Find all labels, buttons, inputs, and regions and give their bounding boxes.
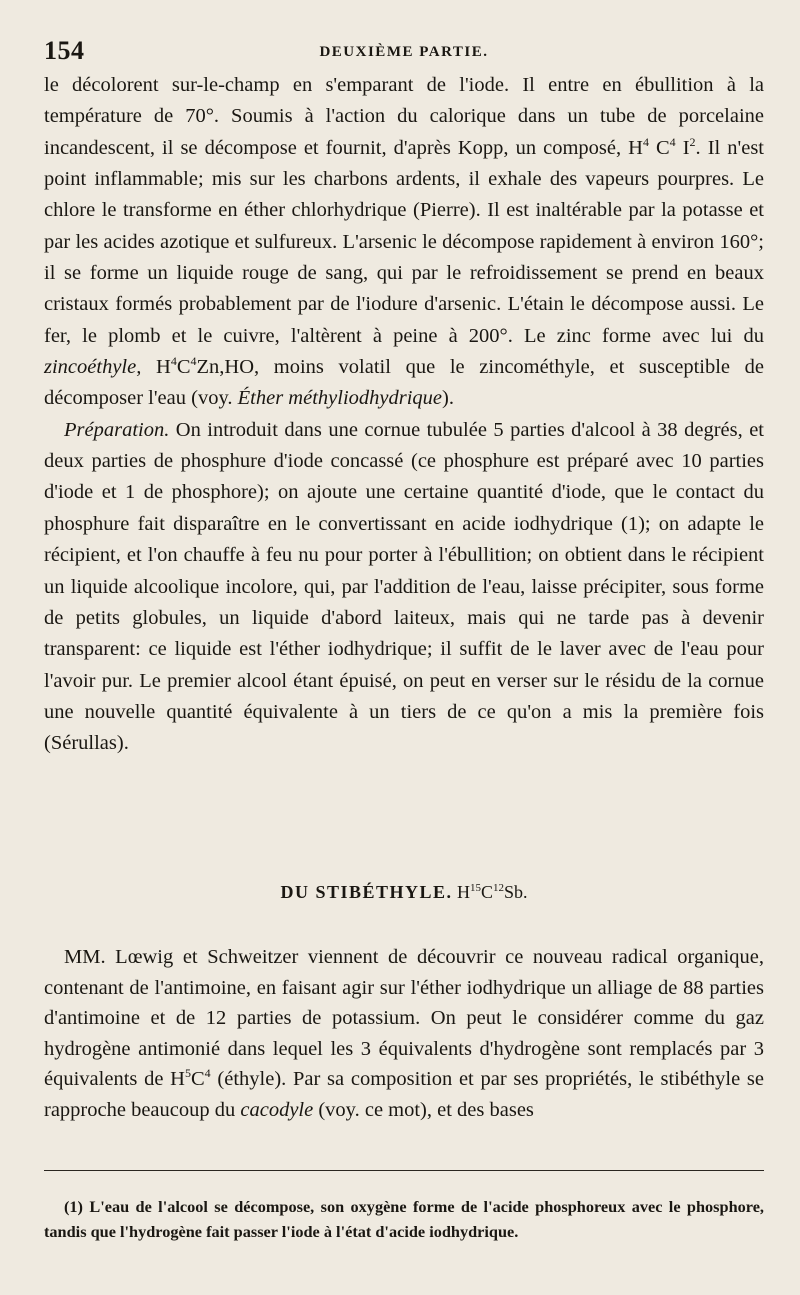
page-number: 154	[44, 36, 85, 65]
paragraph-stibethyle: MM. Lœwig et Schweitzer viennent de découvrir ce nouveau radical organique, contenant de l'antimoine, en faisant agir sur l'éther iodhydrique un alliage de 88 parties d'antimoine et de 12 parties de potassium. On peut le considérer comme du gaz hydrogène antimonié dans lequel les 3 équivalents d'hydrogène sont remplacés par 3 équivalents de $H^5C^4$ (éthyle). Par sa composition et par ses propriétés, le stibéthyle se rapproche beaucoup du cacodyle (voy. ce mot), et des bases	[44, 946, 765, 1121]
paragraph-iodide-properties: le décolorent sur-le-champ en s'emparant de l'iode. Il entre en ébullition à la température de 70°. Soumis à l'action du calorique dans un tube de porcelaine incandescent, il se décompose et fournit, d'après Kopp, un composé, $H^4$ $C^4$ $I^2$. Il n'est point inflammable; mis sur les charbons ardents, il exhale des vapeurs pourpres. Le chlore le transforme en éther chlorhydrique (Pierre). Il est inaltérable par la potasse et par les acides azotique et sulfureux. L'arsenic le décompose rapidement à environ 160°; il se forme un liquide rouge de sang, qui par le refroidissement se prend en beaux cristaux formés probablement par de l'iodure d'arsenic. L'étain le décompose aussi. Le fer, le plomb et le cuivre, l'altèrent à peine à 200°. Le zinc forme avec lui du zincoéthyle, $H^4C^4Zn,HO$, moins volatil que le zincométhyle, et susceptible de décomposer l'eau (voy. Éther méthyliodhydrique).	[44, 74, 765, 410]
footnote: (1) L'eau de l'alcool se décompose, son oxygène forme de l'acide phosphoreux avec le phosphore, tandis que l'hydrogène fait passer l'iode à l'état d'acide iodhydrique.	[44, 1197, 764, 1241]
running-head: DEUXIÈME PARTIE.	[319, 44, 489, 60]
preparation-heading: Préparation.	[64, 418, 170, 441]
main-text-block	[44, 70, 764, 760]
section-title: DU STIBÉTHYLE. $H^{15}C^{12}Sb$.	[280, 882, 528, 902]
section-title-text: DU STIBÉTHYLE.	[280, 882, 453, 902]
page-header	[44, 36, 764, 66]
stibethyle-text-block	[44, 942, 764, 1126]
footnote-divider	[44, 1170, 764, 1171]
paragraph-preparation: Préparation. On introduit dans une cornue tubulée 5 parties d'alcool à 38 degrés, et deux parties de phosphure d'iode concassé (ce phosphure est préparé avec 10 parties d'iode et 1 de phosphore); on ajoute une certaine quantité d'iode, que le contact du phosphure fait disparaître en le convertissant en acide iodhydrique (1); on adapte le récipient, et l'on chauffe à feu nu pour porter à l'ébullition; on obtient dans le récipient un liquide alcoolique incolore, qui, par l'addition de l'eau, laisse précipiter, sous forme de petits globules, un liquide d'abord laiteux, mais qui ne tarde pas à devenir transparent: ce liquide est l'éther iodhydrique; il suffit de le laver avec de l'eau pour l'avoir pur. Le premier alcool étant épuisé, on peut en verser sur le résidu de la cornue une nouvelle quantité équivalente à un tiers de ce qu'on a mis la première fois (Sérullas).	[44, 418, 764, 755]
